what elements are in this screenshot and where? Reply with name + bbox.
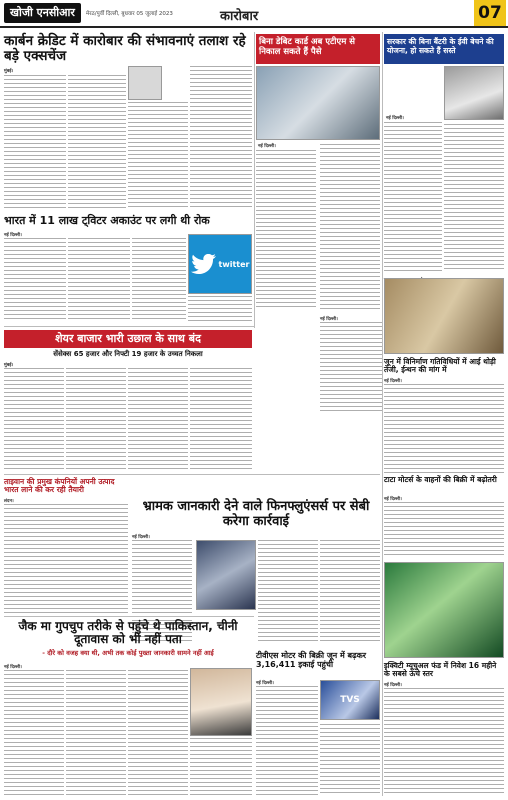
twitter-body-col-3 (132, 238, 186, 322)
scheme-headline: सरकार की बिना बैंटरी के ईवी बेचने की योजना, हो सकते हैं सस्ते (384, 34, 504, 64)
fund-photo (384, 562, 504, 658)
tax-body (4, 504, 128, 614)
carbon-headline: कार्बन क्रेडिट में कारोबार की संभावनाएं तलाश रहे बड़े एक्सचेंज (4, 33, 246, 65)
jack-body-col-2 (66, 670, 126, 796)
twitter-body-col-1 (4, 238, 66, 322)
carbon-body-col-3 (128, 102, 188, 210)
twitter-wordmark: twitter (218, 259, 250, 269)
sebi-photo (196, 540, 256, 610)
sebi-byline: नई दिल्ली। (132, 535, 150, 540)
tvs-byline: नई दिल्ली। (256, 681, 274, 686)
manufacturing-headline: जून में विनिर्माण गतिविधियों में आई थोड़ी तेजी, ईन्थन की मांग में (384, 357, 496, 375)
carbon-body-col-2 (68, 75, 126, 211)
section-rule (4, 474, 380, 475)
market-body-col-2 (66, 368, 126, 472)
jack-byline: नई दिल्ली। (4, 665, 22, 670)
tata-body (384, 502, 504, 558)
manufacturing-photo (384, 278, 504, 354)
market-subheadline: सेंसेक्स 65 हजार और निफ्टी 19 हजार के उच्चत निकला (53, 350, 203, 358)
scheme-photo (444, 66, 504, 120)
sebi-body-col-3 (320, 540, 380, 644)
twitter-body-col-2 (68, 238, 130, 322)
fund-byline: नई दिल्ली। (384, 683, 402, 688)
scheme-byline: नई दिल्ली। (386, 116, 404, 121)
sebi-body-col-2 (258, 540, 318, 644)
tvs-headline: टीवीएस मोटर की बिक्री जून में बढ़कर 3,16,411 इकाई पहुंची (256, 651, 367, 669)
tax-headline: ताइवान की प्रमुख कंपनियों अपनी उत्पाद भारत लाने की कर रही तैयारी (4, 477, 115, 495)
page-number: 07 (474, 0, 506, 26)
manufacturing-byline: नई दिल्ली। (384, 379, 402, 384)
scheme-body-col-2 (444, 124, 504, 272)
column-rule (254, 32, 255, 328)
masthead (0, 0, 508, 28)
carbon-byline: मुंबई। (4, 69, 14, 74)
brief-byline: नई दिल्ली। (320, 317, 338, 322)
tata-byline: नई दिल्ली। (384, 497, 402, 502)
jack-photo-caption (190, 738, 252, 796)
debit-body-col-2 (320, 144, 380, 310)
carbon-body-col-1 (4, 75, 66, 211)
jack-headline: जैक मा गुपचुप तरीके से पहुंचे थे पाकिस्तान, चीनी दूतावास को भी नहीं पता (18, 619, 238, 647)
tata-headline: टाटा मोटर्स के वाहनों की बिक्री में बढ़ोतरी (384, 475, 497, 484)
twitter-photo-caption (188, 296, 252, 322)
fund-body (384, 688, 504, 796)
section-rule (4, 616, 254, 617)
twitter-photo (188, 234, 252, 294)
carbon-photo (128, 66, 162, 100)
jack-photo (190, 668, 252, 736)
section-rule (4, 326, 254, 327)
tvs-photo-label: TVS (340, 695, 360, 705)
sebi-headline: भ्रामक जानकारी देने वाले फिनफ्लुएंसर्स पर सेबी करेगा कार्रवाई (142, 499, 370, 529)
tvs-body-col-2 (320, 724, 380, 796)
jack-body-col-3 (128, 670, 188, 796)
carbon-body-col-4 (190, 66, 252, 210)
section-title: कारोबार (220, 9, 259, 24)
debit-photo (256, 66, 380, 140)
twitter-headline: भारत में 11 लाख ट्विटर अकाउंट पर लगी थी रोक (4, 214, 210, 227)
debit-byline: नई दिल्ली। (258, 144, 276, 149)
bird-icon (191, 254, 217, 274)
debit-body-col-1 (256, 150, 316, 310)
market-headline: शेयर बाजार भारी उछाल के साथ बंद (4, 330, 252, 348)
tax-byline: लंदन। (4, 499, 14, 504)
newspaper-logo: खोजी एनसीआर (4, 3, 81, 23)
tvs-body-col-1 (256, 686, 318, 796)
jack-body-col-1 (4, 670, 64, 796)
market-body-col-1 (4, 368, 64, 472)
fund-headline: इक्विटी म्यूचुअल फंड में निवेश 16 महीने के सबसे ऊंचे स्तर (384, 661, 497, 679)
market-byline: मुंबई। (4, 363, 14, 368)
tvs-photo (320, 680, 380, 720)
column-rule (382, 32, 383, 796)
brief-body (320, 322, 382, 414)
manufacturing-body (384, 384, 504, 474)
scheme-body-col-1 (384, 122, 442, 272)
twitter-byline: नई दिल्ली। (4, 233, 22, 238)
debit-headline: बिना डेबिट कार्ड अब एटीएम से निकाल सकते हैं पैसे (256, 34, 380, 64)
dateline: मेरठ/पुर्वी दिल्ली, बुधवार 05 जुलाई 2023 (86, 11, 173, 17)
market-body-col-3 (128, 368, 188, 472)
market-body-col-4 (190, 368, 252, 472)
jack-subheadline: - दौरे को वजह क्या थी, अभी तक कोई पुख्ता जानकारी सामने नहीं आई (42, 649, 214, 657)
